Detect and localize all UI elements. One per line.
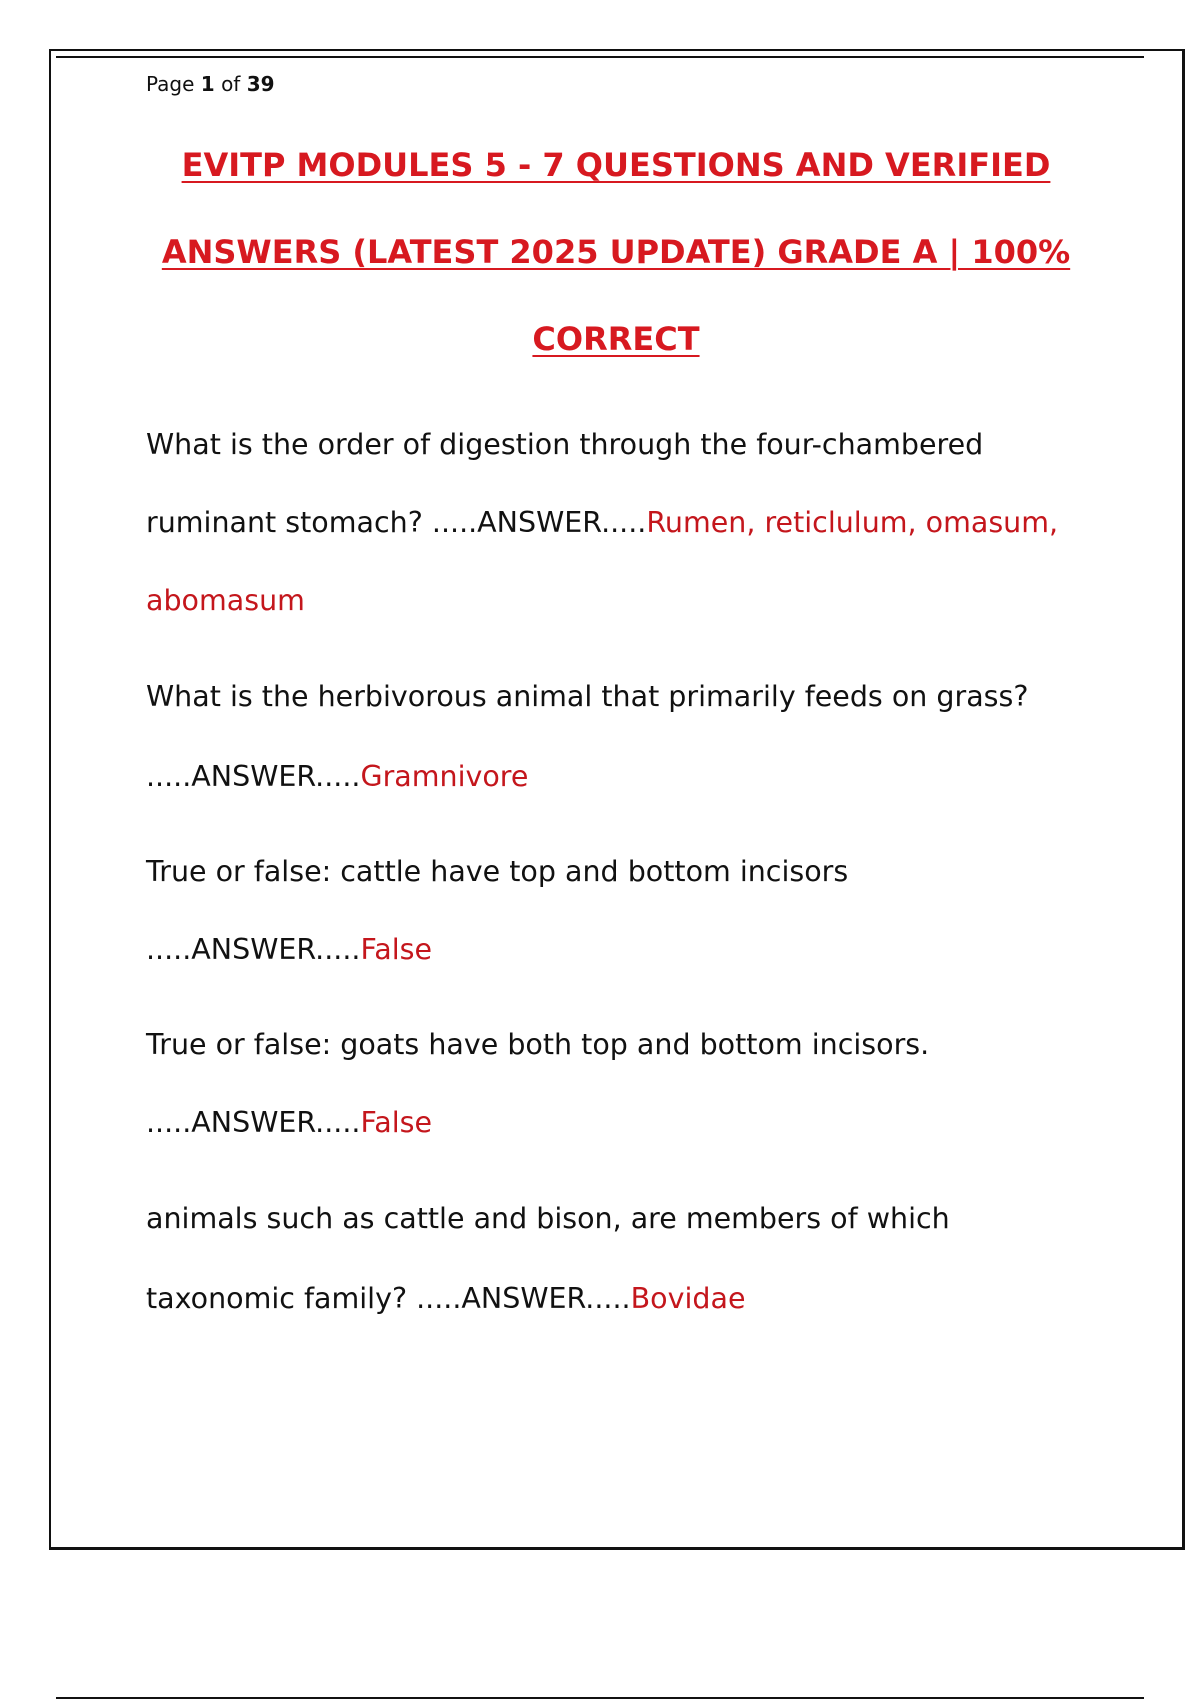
page-current: 1 — [200, 72, 215, 96]
question-2-line-2 — [146, 760, 528, 793]
answer-2: Gramnivore — [360, 760, 529, 793]
page-frame — [49, 49, 1185, 1550]
question-3-line-1: True or false: cattle have top and bottom incisors — [146, 855, 849, 888]
page-total: 39 — [246, 72, 275, 96]
question-4-prefix: .....ANSWER..... — [146, 1106, 361, 1139]
answer-1: Rumen, reticlulum, omasum, — [646, 506, 1059, 539]
bottom-rule — [56, 1697, 1144, 1699]
question-4-line-1: True or false: goats have both top and bottom incisors. — [146, 1028, 930, 1061]
answer-1-continued: abomasum — [146, 584, 305, 617]
question-5-line-2 — [146, 1282, 745, 1315]
answer-3: False — [360, 933, 433, 966]
question-3-line-2 — [146, 933, 432, 966]
question-1-line-2 — [146, 506, 1058, 539]
question-2-line-1: What is the herbivorous animal that primarily feeds on grass? — [146, 680, 1029, 713]
answer-4: False — [360, 1106, 433, 1139]
question-4-line-2 — [146, 1106, 432, 1139]
question-1-line-1: What is the order of digestion through the four-chambered — [146, 428, 984, 461]
question-5-prefix: taxonomic family? .....ANSWER..... — [146, 1282, 631, 1315]
answer-5: Bovidae — [630, 1282, 746, 1315]
page-number — [146, 72, 275, 96]
document-title-line-3: CORRECT — [532, 320, 700, 358]
document-title-line-1: EVITP MODULES 5 - 7 QUESTIONS AND VERIFIED — [181, 146, 1051, 184]
question-2-prefix: .....ANSWER..... — [146, 760, 361, 793]
page-label: Page — [146, 72, 195, 96]
page-of-label: of — [221, 72, 241, 96]
question-1-prefix: ruminant stomach? .....ANSWER..... — [146, 506, 647, 539]
top-rule — [56, 56, 1144, 58]
question-3-prefix: .....ANSWER..... — [146, 933, 361, 966]
question-5-line-1: animals such as cattle and bison, are members of which — [146, 1202, 950, 1235]
document-title-line-2: ANSWERS (LATEST 2025 UPDATE) GRADE A | 100% — [161, 233, 1071, 271]
